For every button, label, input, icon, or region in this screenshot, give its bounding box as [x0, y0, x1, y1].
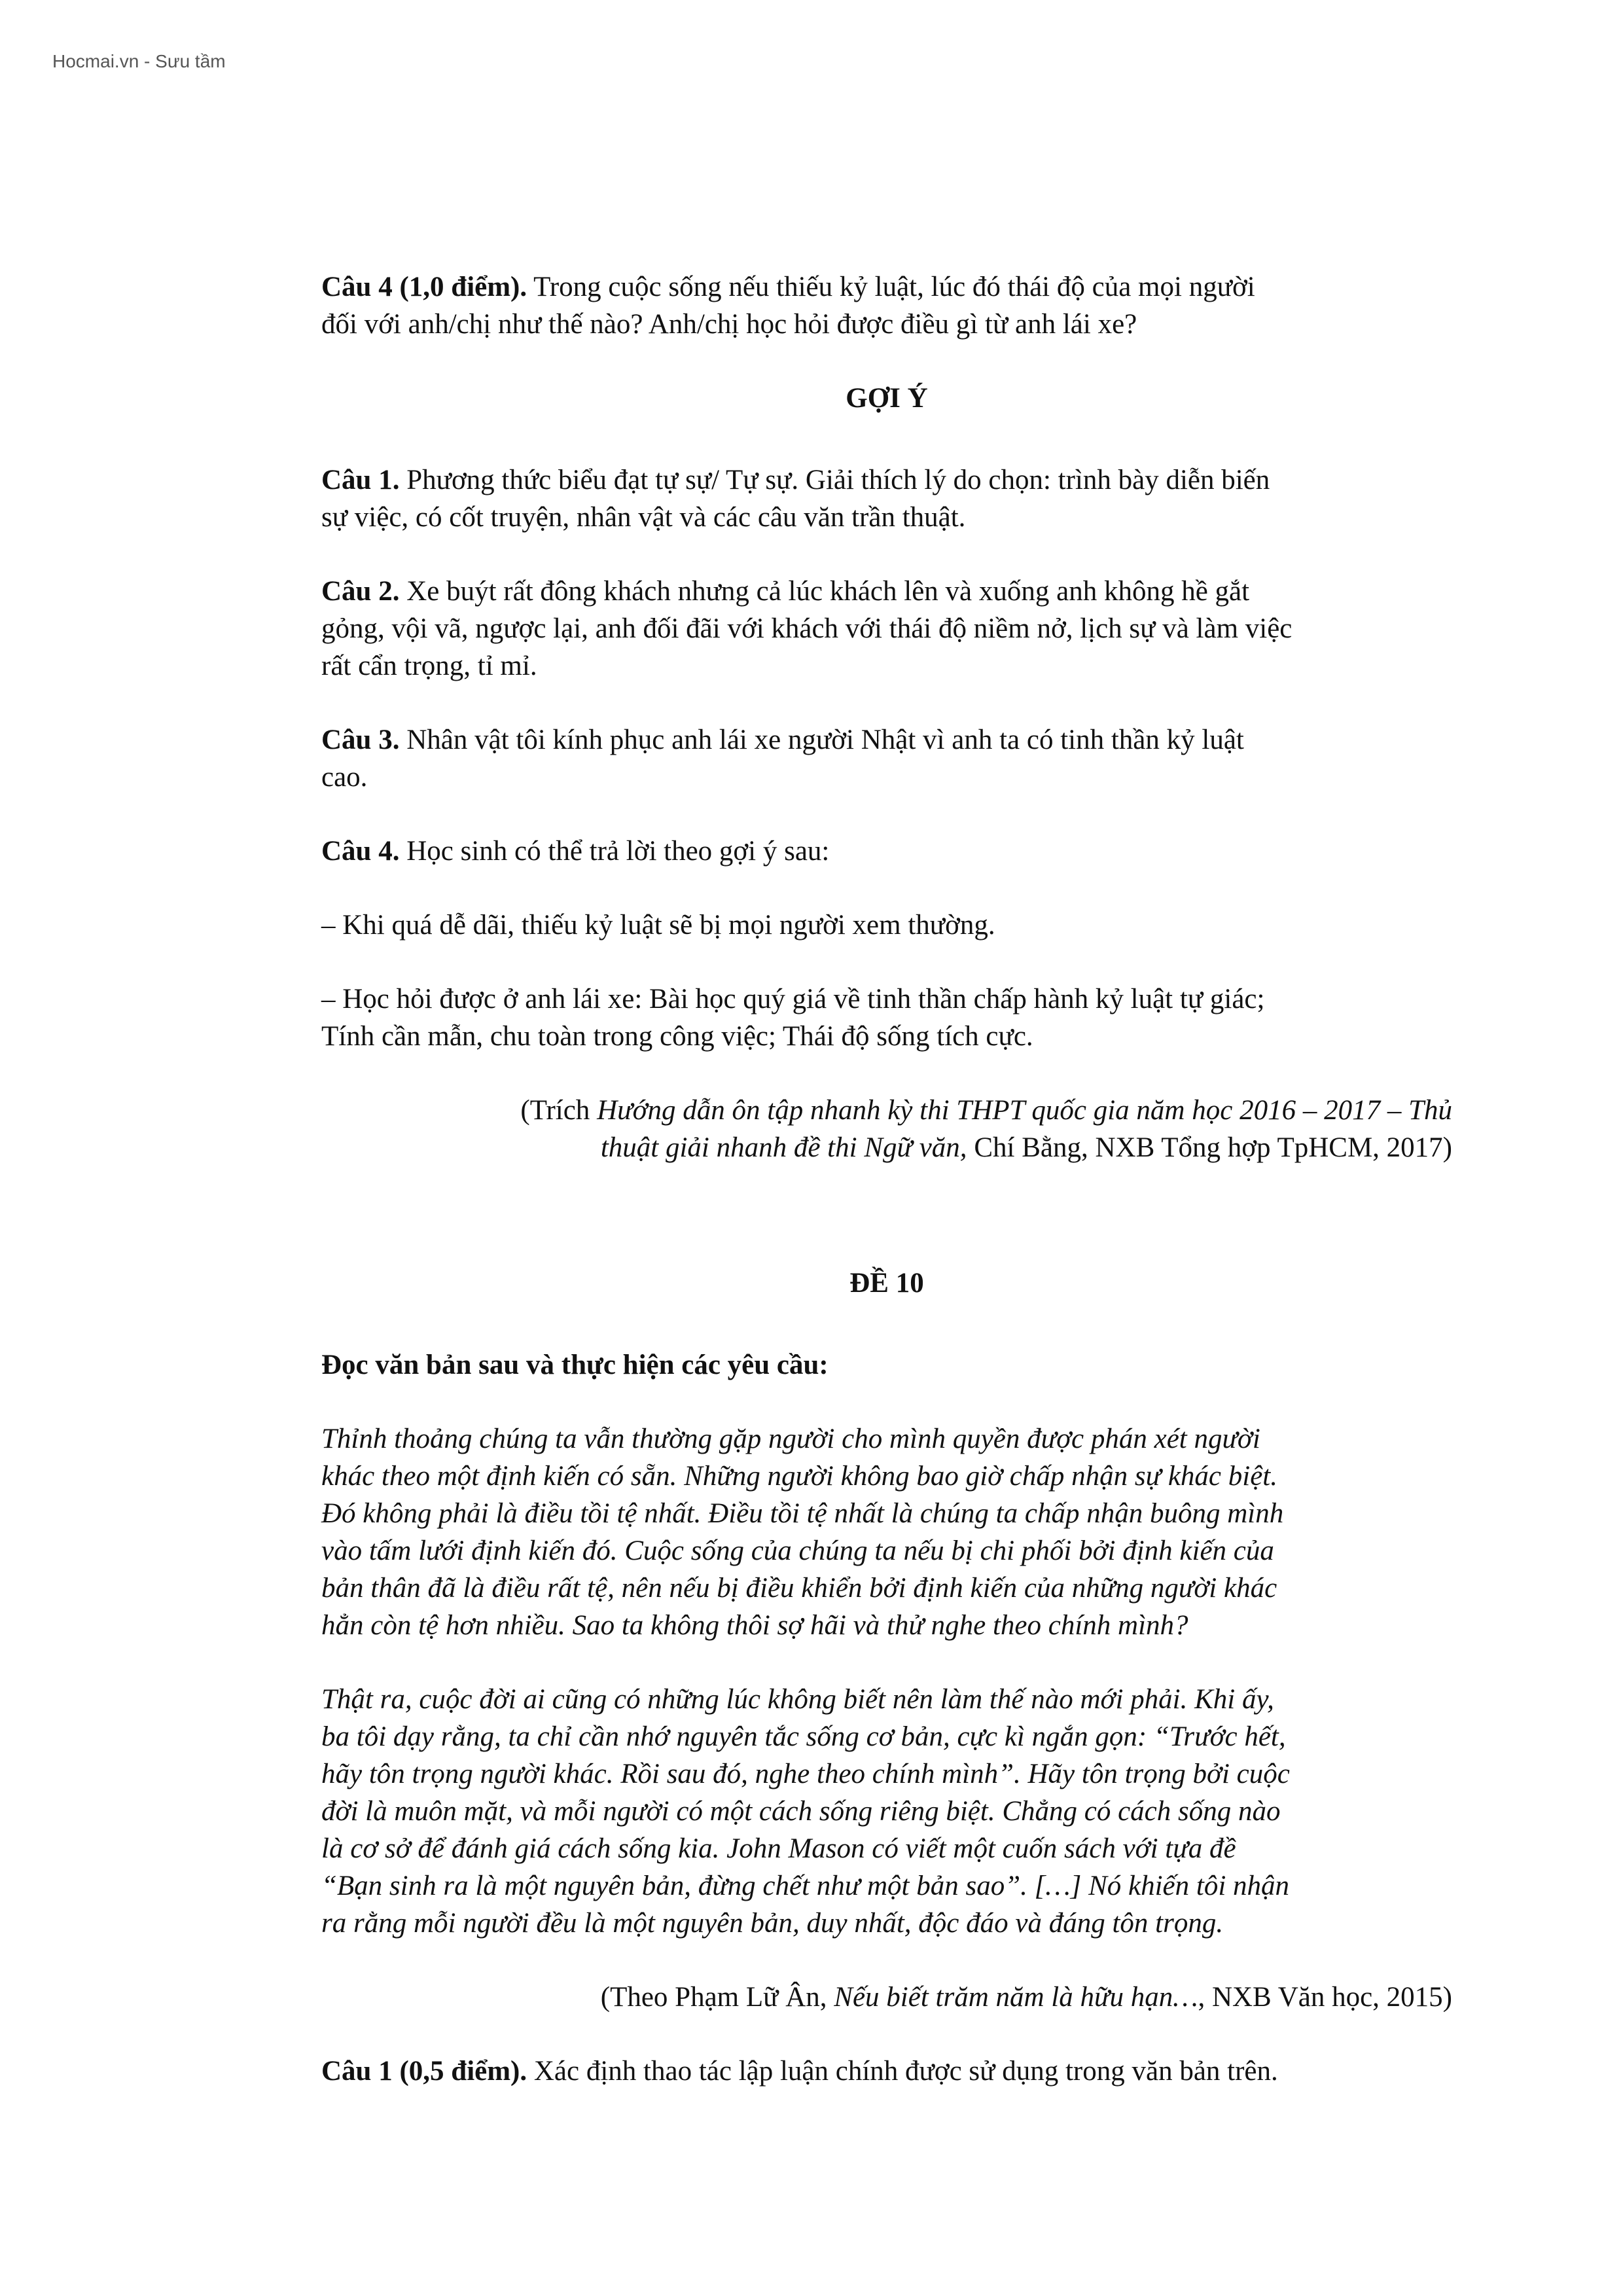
answer-text: cao. — [321, 762, 368, 793]
answer-label: Câu 2. — [321, 576, 400, 607]
citation-suffix: , NXB Văn học, 2015) — [1198, 1982, 1452, 2013]
question-label: Câu 4 (1,0 điểm). — [321, 272, 527, 302]
answer-3 — [321, 721, 1452, 796]
question-text: Trong cuộc sống nếu thiếu kỷ luật, lúc đó thái độ của mọi người — [527, 272, 1255, 302]
answer-text: gỏng, vội vã, ngược lại, anh đối đãi với khách với thái độ niềm nở, lịch sự và làm việc — [321, 613, 1293, 644]
passage-line: ra rằng mỗi người đều là một nguyên bản, duy nhất, độc đáo và đáng tôn trọng. — [321, 1908, 1224, 1939]
citation-title: Nếu biết trăm năm là hữu hạn… — [834, 1982, 1198, 2013]
instruction-text: Đọc văn bản sau và thực hiện các yêu cầu: — [321, 1350, 829, 1380]
question-1 — [321, 2053, 1452, 2090]
passage-line: bản thân đã là điều rất tệ, nên nếu bị điều khiển bởi định kiến của những người khác — [321, 1573, 1277, 1604]
answer-label: Câu 4. — [321, 836, 400, 867]
answer-text: Học sinh có thể trả lời theo gợi ý sau: — [399, 836, 830, 867]
answer-text: Xe buýt rất đông khách nhưng cả lúc khách lên và xuống anh không hề gắt — [399, 576, 1250, 607]
hint-title: GỢI Ý — [846, 383, 928, 414]
passage-line: ba tôi dạy rằng, ta chỉ cần nhớ nguyên tắc sống cơ bản, cực kì ngắn gọn: “Trước hết, — [321, 1721, 1286, 1752]
question-label: Câu 1 (0,5 điểm). — [321, 2056, 527, 2087]
passage-line: khác theo một định kiến có sẵn. Những người không bao giờ chấp nhận sự khác biệt. — [321, 1461, 1277, 1492]
passage-line: Thật ra, cuộc đời ai cũng có những lúc không biết nên làm thế nào mới phải. Khi ấy, — [321, 1684, 1274, 1715]
answer-text: sự việc, có cốt truyện, nhân vật và các câu văn trần thuật. — [321, 502, 966, 533]
citation-prefix: (Trích — [520, 1095, 597, 1126]
passage-line: vào tấm lưới định kiến đó. Cuộc sống của chúng ta nếu bị chi phối bởi định kiến của — [321, 1535, 1274, 1566]
answer-2 — [321, 573, 1452, 685]
answer-1 — [321, 461, 1452, 536]
citation-1 — [321, 1092, 1452, 1166]
page-header-source: Hocmai.vn - Sưu tầm — [52, 51, 226, 71]
citation-suffix: Chí Bằng, NXB Tổng hợp TpHCM, 2017) — [967, 1132, 1452, 1163]
answer-text: Phương thức biểu đạt tự sự/ Tự sự. Giải thích lý do chọn: trình bày diễn biến — [399, 465, 1270, 495]
passage-paragraph-2 — [321, 1681, 1452, 1942]
passage-line: “Bạn sinh ra là một nguyên bản, đừng chết như một bản sao”. […] Nó khiến tôi nhận — [321, 1871, 1290, 1901]
answer-label: Câu 3. — [321, 725, 400, 755]
citation-title: thuật giải nhanh đề thi Ngữ văn, — [600, 1132, 967, 1163]
passage-line: đời là muôn mặt, và mỗi người có một cách sống riêng biệt. Chẳng có cách sống nào — [321, 1796, 1281, 1827]
exam-title: ĐỀ 10 — [849, 1268, 924, 1299]
answer-4-bullet-2 — [321, 980, 1452, 1055]
answer-4-bullet-1: – Khi quá dễ dãi, thiếu kỷ luật sẽ bị mọi người xem thường. — [321, 910, 995, 941]
passage-line: là cơ sở để đánh giá cách sống kia. John Mason có viết một cuốn sách với tựa đề — [321, 1833, 1236, 1864]
passage-line: hãy tôn trọng người khác. Rồi sau đó, nghe theo chính mình”. Hãy tôn trọng bởi cuộc — [321, 1759, 1290, 1789]
answer-text: Nhân vật tôi kính phục anh lái xe người Nhật vì anh ta có tinh thần kỷ luật — [399, 725, 1244, 755]
passage-line: hẳn còn tệ hơn nhiều. Sao ta không thôi sợ hãi và thử nghe theo chính mình? — [321, 1610, 1188, 1641]
document-body — [321, 268, 1452, 2126]
question-text: Xác định thao tác lập luận chính được sử dụng trong văn bản trên. — [527, 2056, 1278, 2087]
citation-title: Hướng dẫn ôn tập nhanh kỳ thi THPT quốc gia năm học 2016 – 2017 – Thủ — [597, 1095, 1452, 1126]
instruction — [321, 1346, 1452, 1384]
answer-4 — [321, 833, 1452, 870]
citation-prefix: (Theo Phạm Lữ Ân, — [600, 1982, 834, 2013]
passage-paragraph-1 — [321, 1420, 1452, 1644]
citation-2 — [321, 1979, 1452, 2016]
question-text: đối với anh/chị như thế nào? Anh/chị học hỏi được điều gì từ anh lái xe? — [321, 309, 1137, 340]
bullet-text: Tính cần mẫn, chu toàn trong công việc; Thái độ sống tích cực. — [321, 1021, 1033, 1052]
passage-line: Đó không phải là điều tồi tệ nhất. Điều tồi tệ nhất là chúng ta chấp nhận buông mình — [321, 1498, 1284, 1529]
answer-text: rất cẩn trọng, tỉ mỉ. — [321, 651, 537, 681]
passage-line: Thỉnh thoảng chúng ta vẫn thường gặp người cho mình quyền được phán xét người — [321, 1424, 1260, 1454]
question-4-previous — [321, 268, 1452, 343]
bullet-text: – Học hỏi được ở anh lái xe: Bài học quý giá về tinh thần chấp hành kỷ luật tự giác; — [321, 984, 1265, 1014]
answer-label: Câu 1. — [321, 465, 400, 495]
